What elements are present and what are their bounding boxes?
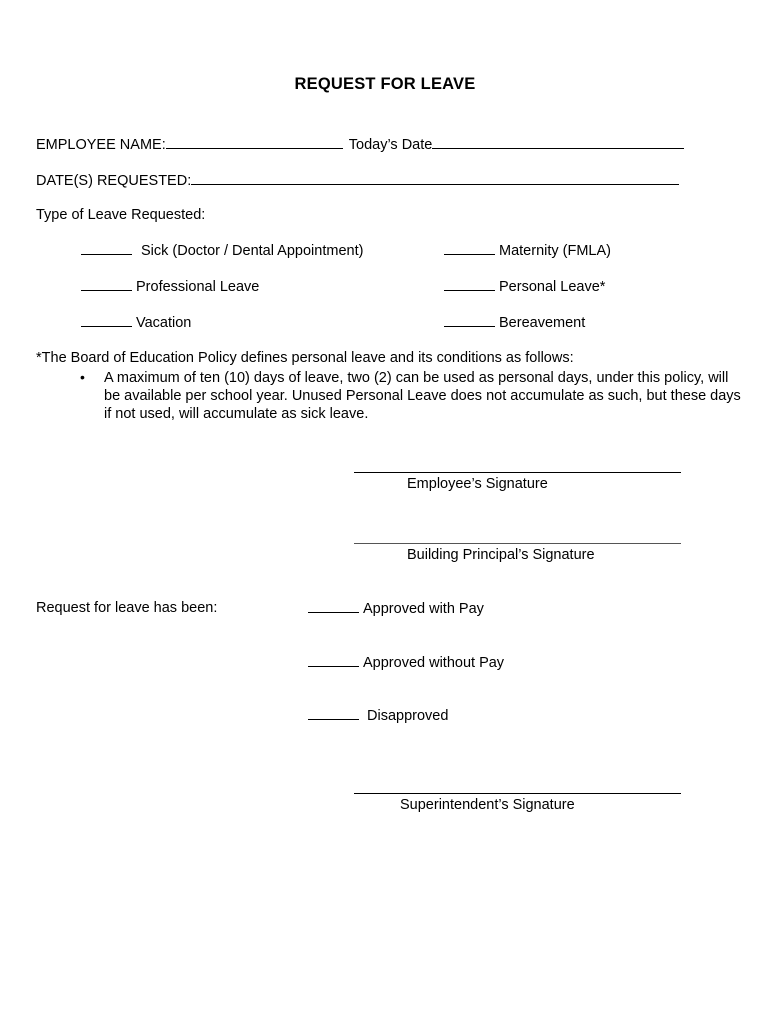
principal-signature-label: Building Principal’s Signature bbox=[407, 547, 595, 563]
personal-label: Personal Leave* bbox=[499, 279, 606, 295]
dates-requested-field[interactable] bbox=[191, 171, 679, 185]
dates-requested-label: DATE(S) REQUESTED: bbox=[36, 173, 192, 189]
approved-without-pay-label: Approved without Pay bbox=[363, 655, 505, 671]
superintendent-signature-label: Superintendent’s Signature bbox=[400, 797, 575, 813]
dates-requested-row bbox=[36, 171, 679, 189]
maternity-blank[interactable] bbox=[444, 242, 495, 255]
status-option-approved-without-pay bbox=[308, 654, 504, 671]
leave-option-maternity bbox=[444, 242, 611, 259]
sick-blank[interactable] bbox=[81, 242, 132, 255]
professional-blank[interactable] bbox=[81, 278, 132, 291]
disapproved-blank[interactable] bbox=[308, 707, 359, 720]
leave-option-bereavement bbox=[444, 314, 585, 331]
employee-name-row bbox=[36, 135, 684, 153]
employee-signature-label: Employee’s Signature bbox=[407, 476, 548, 492]
status-option-approved-with-pay bbox=[308, 600, 484, 617]
maternity-label: Maternity (FMLA) bbox=[499, 243, 611, 259]
todays-date-label: Today’s Date bbox=[348, 137, 433, 153]
sick-label: Sick (Doctor / Dental Appointment) bbox=[141, 243, 364, 259]
superintendent-signature-line[interactable] bbox=[354, 793, 681, 794]
employee-name-field[interactable] bbox=[166, 135, 343, 149]
professional-label: Professional Leave bbox=[136, 279, 260, 295]
disapproved-label: Disapproved bbox=[367, 708, 449, 724]
personal-blank[interactable] bbox=[444, 278, 495, 291]
leave-option-personal bbox=[444, 278, 605, 295]
todays-date-field[interactable] bbox=[432, 135, 684, 149]
vacation-blank[interactable] bbox=[81, 314, 132, 327]
approved-without-pay-blank[interactable] bbox=[308, 654, 359, 667]
type-of-leave-label: Type of Leave Requested: bbox=[36, 207, 206, 223]
page-title: REQUEST FOR LEAVE bbox=[294, 75, 476, 93]
principal-signature-line[interactable] bbox=[354, 543, 681, 544]
employee-signature-line[interactable] bbox=[354, 472, 681, 473]
request-status-label: Request for leave has been: bbox=[36, 600, 218, 616]
vacation-label: Vacation bbox=[136, 315, 192, 331]
approved-with-pay-blank[interactable] bbox=[308, 600, 359, 613]
leave-option-vacation bbox=[81, 314, 191, 331]
employee-name-label: EMPLOYEE NAME: bbox=[36, 137, 166, 153]
policy-note: *The Board of Education Policy defines personal leave and its conditions as follows: bbox=[36, 350, 574, 366]
approved-with-pay-label: Approved with Pay bbox=[363, 601, 484, 617]
status-option-disapproved bbox=[308, 707, 448, 724]
leave-option-sick bbox=[81, 242, 363, 259]
bereavement-label: Bereavement bbox=[499, 315, 586, 331]
policy-bullet-text: A maximum of ten (10) days of leave, two (2) can be used as personal days, under this policy, will be available per school year. Unused Personal Leave does not accumulate as such, but these days if not used, will accumulate as sick leave. bbox=[104, 370, 741, 422]
leave-option-professional bbox=[81, 278, 259, 295]
bereavement-blank[interactable] bbox=[444, 314, 495, 327]
bullet-marker: • bbox=[80, 369, 85, 385]
